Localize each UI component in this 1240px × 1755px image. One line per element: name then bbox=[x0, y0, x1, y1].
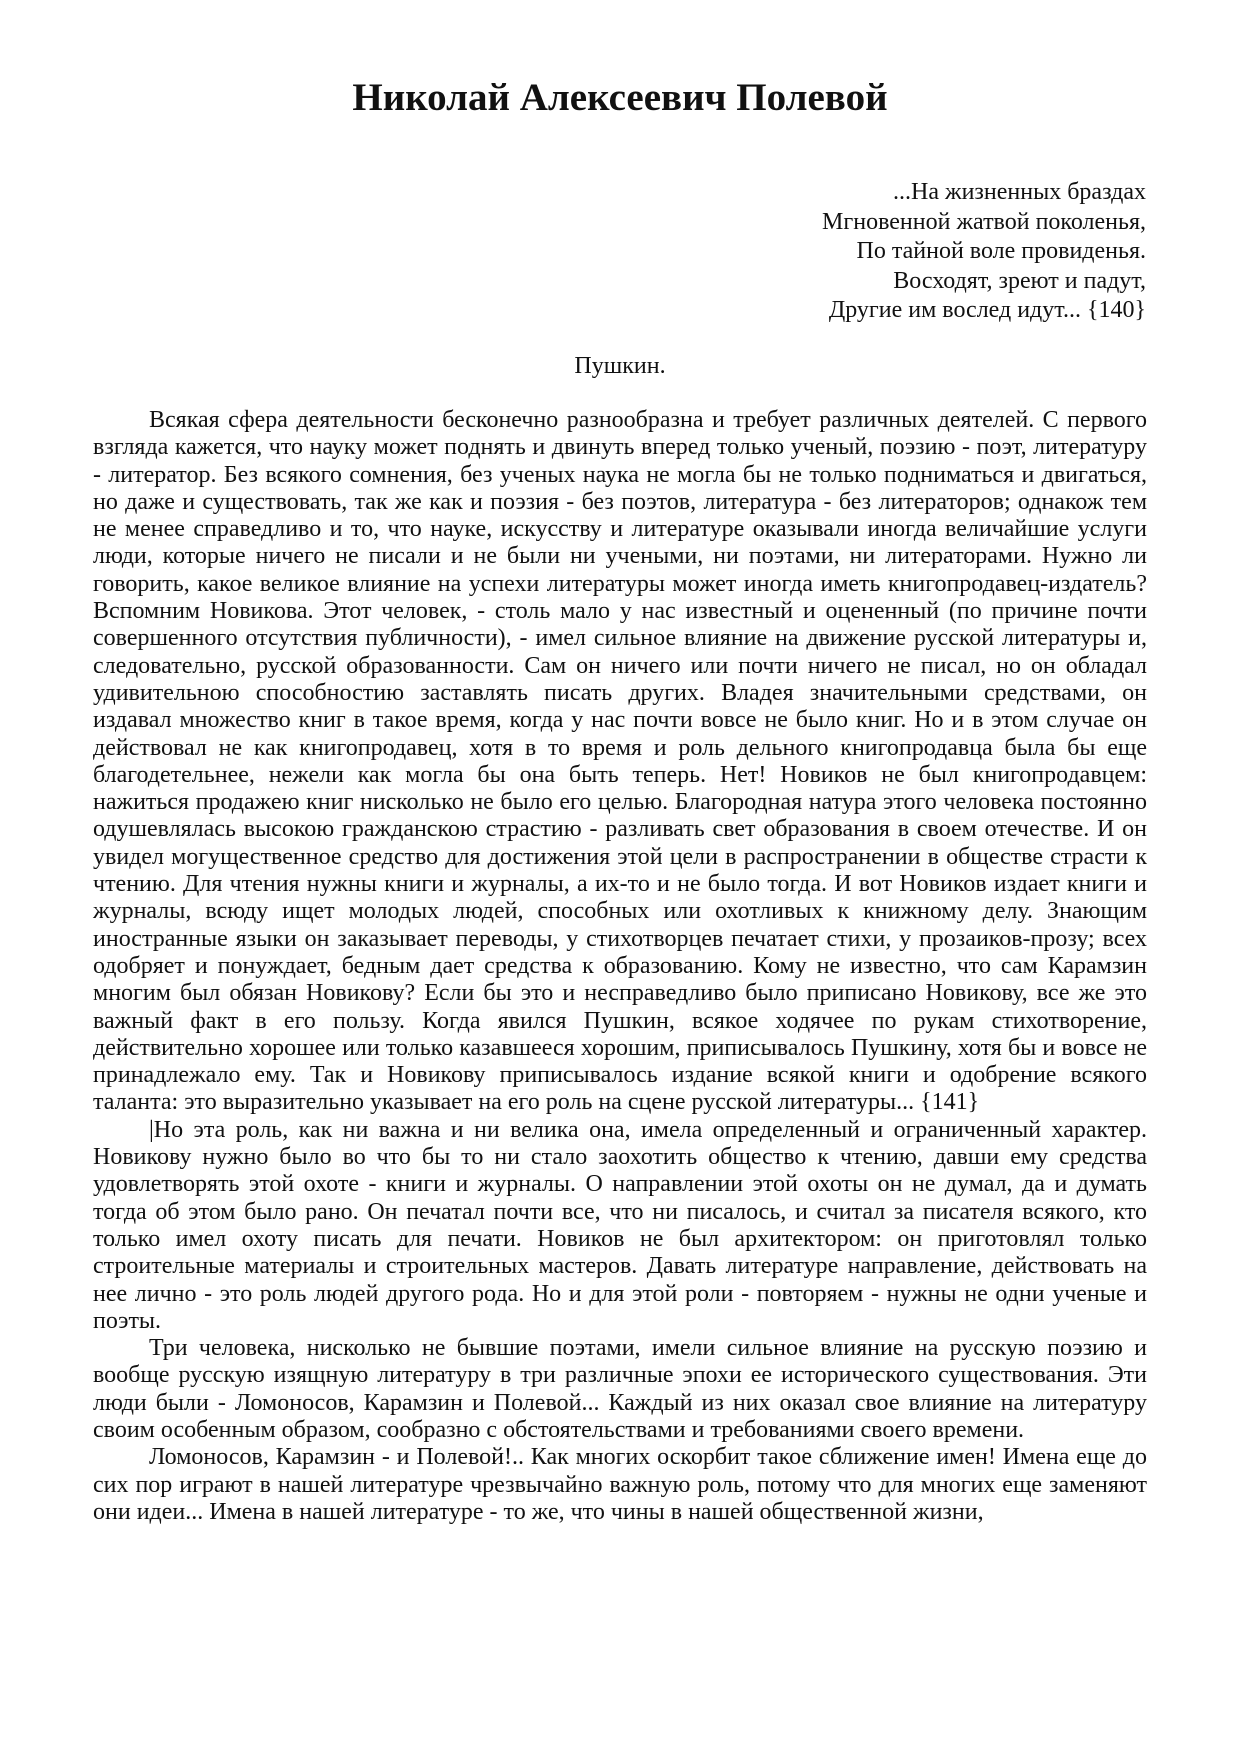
body-text bbox=[93, 407, 1147, 1526]
paragraph: Три человека, нисколько не бывшие поэтами, имели сильное влияние на русскую поэзию и вообще русскую изящную литературу в три различные эпохи ее исторического существования. Эти люди были - Ломоносов, Карамзин и Полевой... Каждый из них оказал свое влияние на литературу своим особенным образом, сообразно с обстоятельствами и требованиями своего времени. bbox=[93, 1335, 1147, 1443]
paragraph: Всякая сфера деятельности бесконечно разнообразна и требует различных деятелей. С первого взгляда кажется, что науку может поднять и двинуть вперед только ученый, поэзию - поэт, литературу - литератор. Без всякого сомнения, без ученых наука не могла бы не только подниматься и двигаться, но даже и существовать, так же как и поэзия - без поэтов, литература - без литераторов; однакож тем не менее справедливо и то, что науке, искусству и литературе оказывали иногда величайшие услуги люди, которые ничего не писали и не были ни учеными, ни поэтами, ни литераторами. Нужно ли говорить, какое великое влияние на успехи литературы может иногда иметь книгопродавец-издатель? Вспомним Новикова. Этот человек, - столь мало у нас известный и оцененный (по причине почти совершенного отсутствия публичности), - имел сильное влияние на движение русской литературы и, следовательно, русской образованности. Сам он ничего или почти ничего не писал, но он обладал удивительною способностию заставлять писать других. Владея значительными средствами, он издавал множество книг в такое время, когда у нас почти вовсе не было книг. Но и в этом случае он действовал не как книгопродавец, хотя в то время и роль дельного книгопродавца была бы еще благодетельнее, нежели как могла бы она быть теперь. Нет! Новиков не был книгопродавцем: нажиться продажею книг нисколько не было его целью. Благородная натура этого человека постоянно одушевлялась высокою гражданскою страстию - разливать свет образования в своем отечестве. И он увидел могущественное средство для достижения этой цели в распространении в обществе страсти к чтению. Для чтения нужны книги и журналы, а их-то и не было тогда. И вот Новиков издает книги и журналы, всюду ищет молодых людей, способных или охотливых к книжному делу. Знающим иностранные языки он заказывает переводы, у стихотворцев печатает стихи, у прозаиков-прозу; всех одобряет и понуждает, бедным дает средства к образованию. Кому не известно, что сам Карамзин многим был обязан Новикову? Если бы это и несправедливо было приписано Новикову, все же это важный факт в его пользу. Когда явился Пушкин, всякое ходячее по рукам стихотворение, действительно хорошее или только казавшееся хорошим, приписывалось Пушкину, хотя бы и вовсе не принадлежало ему. Так и Новикову приписывалось издание всякой книги и одобрение всякого таланта: это выразительно указывает на его роль на сцене русской литературы... {141} bbox=[93, 407, 1147, 1116]
epigraph-line: Восходят, зреют и падут, bbox=[893, 267, 1146, 294]
epigraph-line: По тайной воле провиденья. bbox=[856, 238, 1146, 264]
paragraph: Ломоносов, Карамзин - и Полевой!.. Как многих оскорбит такое сближение имен! Имена еще до сих пор играют в нашей литературе чрезвычайно важную роль, потому что для многих еще заменяют они идеи... Имена в нашей литературе - то же, что чины в нашей общественной жизни, bbox=[93, 1444, 1147, 1525]
epigraph-line: Мгновенной жатвой поколенья, bbox=[822, 208, 1146, 235]
epigraph bbox=[822, 178, 1146, 326]
epigraph-line: Другие им вослед идут... {140} bbox=[828, 297, 1146, 323]
document-title: Николай Алексеевич Полевой bbox=[352, 76, 888, 119]
epigraph-attribution: Пушкин. bbox=[574, 353, 666, 379]
paragraph: |Но эта роль, как ни важна и ни велика она, имела определенный и ограниченный характер. Новикову нужно было во что бы то ни стало заохотить общество к чтению, давши ему средства удовлетворять этой охоте - книги и журналы. О направлении этой охоты он не думал, да и думать тогда об этом было рано. Он печатал почти все, что ни писалось, и считал за писателя всякого, кто только имел охоту писать для печати. Новиков не был архитектором: он приготовлял только строительные материалы и строительных мастеров. Давать литературе направление, действовать на нее лично - это роль людей другого рода. Но и для этой роли - повторяем - нужны не одни ученые и поэты. bbox=[93, 1116, 1147, 1334]
epigraph-line: ...На жизненных браздах bbox=[893, 179, 1146, 205]
